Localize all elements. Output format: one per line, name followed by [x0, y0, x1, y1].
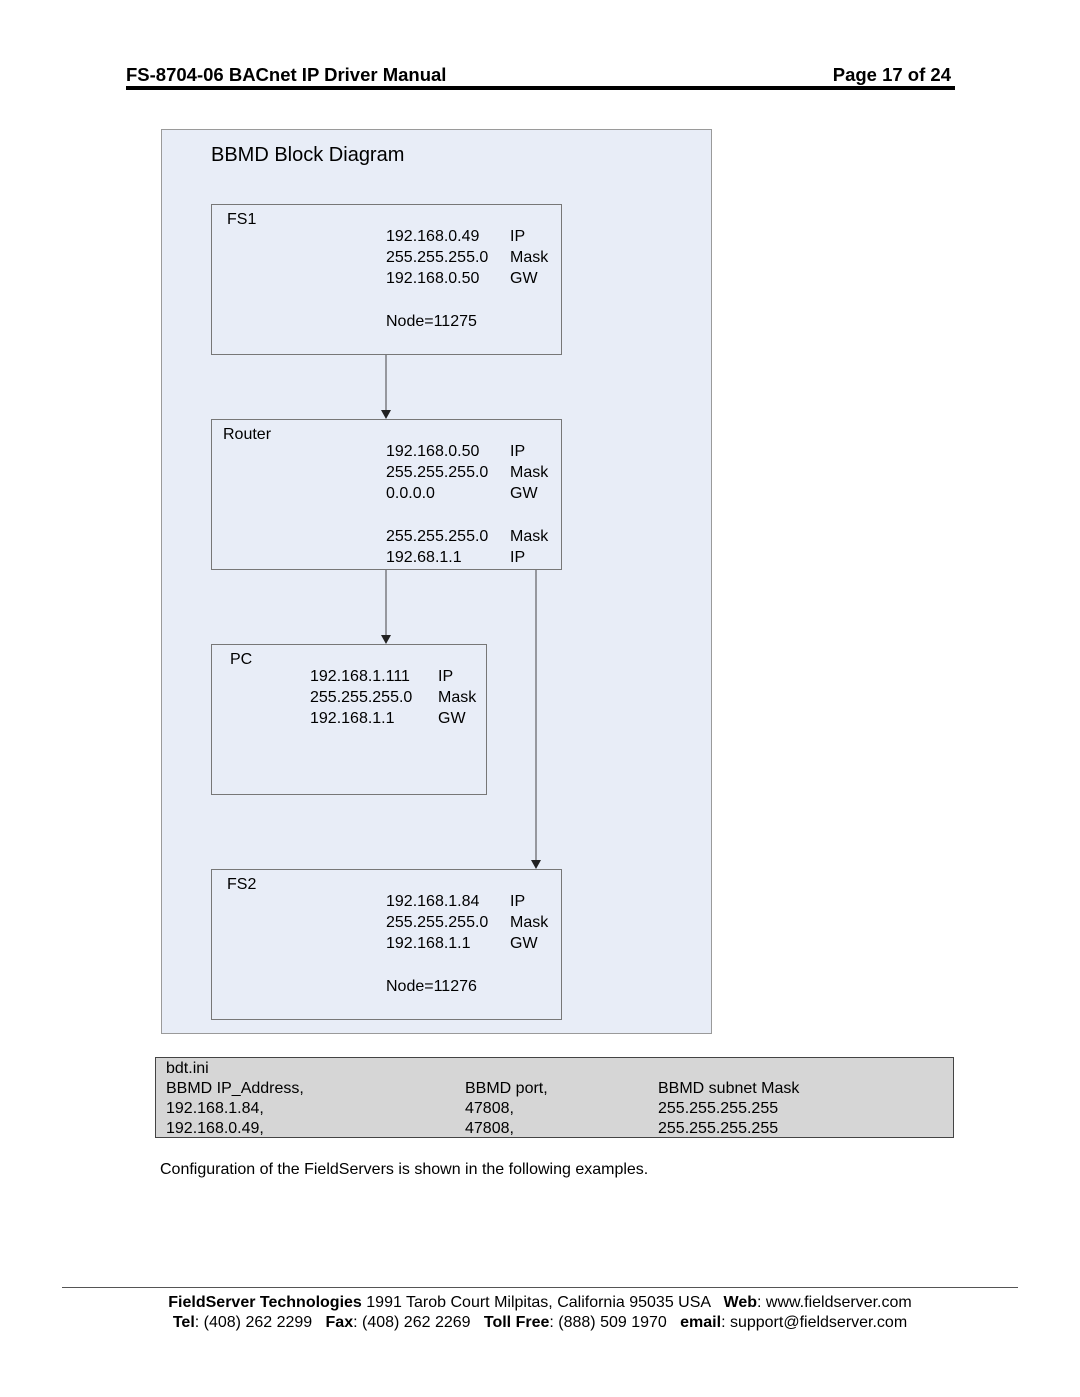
diagram-title: BBMD Block Diagram [211, 144, 405, 166]
router-value: 255.255.255.0 [386, 528, 489, 545]
footer-company: FieldServer Technologies [168, 1294, 362, 1311]
page-header [126, 64, 955, 90]
fs1-label: FS1 [227, 211, 257, 228]
fs2-label: FS2 [227, 876, 257, 893]
footer-line-1 [0, 1294, 1080, 1312]
footer-web-label: Web [723, 1294, 757, 1311]
footer-tollfree-label: Toll Free [483, 1314, 550, 1331]
bdt-cell: 192.168.1.84, [166, 1100, 264, 1117]
router-key: IP [510, 443, 526, 460]
fs2-value: 255.255.255.0 [386, 914, 489, 931]
bdt-cell: 255.255.255.255 [658, 1100, 779, 1117]
pc-value: 255.255.255.0 [310, 689, 413, 706]
footer-address: 1991 Tarob Court Milpitas, California 95035 USA [361, 1294, 724, 1311]
router-box [211, 419, 562, 570]
router-key: IP [510, 549, 526, 566]
router-value: 192.168.0.50 [386, 443, 480, 460]
footer-tollfree: : (888) 509 1970 [549, 1314, 681, 1331]
router-label: Router [223, 426, 272, 443]
pc-box [211, 644, 487, 795]
bdt-column-header: BBMD port, [465, 1080, 548, 1097]
footer-web[interactable]: : www.fieldserver.com [757, 1294, 912, 1311]
fs1-value: 192.168.0.50 [386, 270, 480, 287]
router-key: Mask [510, 464, 549, 481]
bdt-file-label: bdt.ini [166, 1060, 209, 1077]
footer-email-label: email [680, 1314, 722, 1331]
router-key: GW [510, 485, 538, 502]
bdt-column-header: BBMD IP_Address, [166, 1080, 304, 1097]
fs1-value: 192.168.0.49 [386, 228, 480, 245]
footer-fax: : (408) 262 2269 [353, 1314, 484, 1331]
footer-email[interactable]: : support@fieldserver.com [721, 1314, 908, 1331]
bdt-cell: 47808, [465, 1120, 514, 1137]
pc-value: 192.168.1.111 [310, 668, 410, 685]
fs2-key: IP [510, 893, 526, 910]
footer-tel: : (408) 262 2299 [194, 1314, 326, 1331]
router-value: 0.0.0.0 [386, 485, 435, 502]
footer-line-2 [0, 1314, 1080, 1332]
page-number: Page 17 of 24 [832, 64, 951, 85]
fs1-key: GW [510, 270, 538, 287]
fs1-box [211, 204, 562, 355]
router-value: 255.255.255.0 [386, 464, 489, 481]
fs1-key: Mask [510, 249, 549, 266]
fs2-box [211, 869, 562, 1020]
pc-value: 192.168.1.1 [310, 710, 395, 727]
pc-key: GW [438, 710, 466, 727]
document-title: FS-8704-06 BACnet IP Driver Manual [126, 64, 447, 85]
fs1-key: IP [510, 228, 526, 245]
configuration-caption: Configuration of the FieldServers is shown in the following examples. [160, 1161, 649, 1178]
bdt-ini-table [155, 1057, 954, 1138]
fs2-value: 192.168.1.1 [386, 935, 471, 952]
footer-tel-label: Tel [172, 1314, 195, 1331]
footer-fax-label: Fax [325, 1314, 354, 1331]
fs1-value: 255.255.255.0 [386, 249, 489, 266]
pc-key: IP [438, 668, 454, 685]
fs2-node-id: Node=11276 [386, 978, 477, 995]
bdt-column-header: BBMD subnet Mask [658, 1080, 800, 1097]
fs2-value: 192.168.1.84 [386, 893, 480, 910]
footer-divider [62, 1287, 1018, 1288]
bdt-cell: 255.255.255.255 [658, 1120, 779, 1137]
router-key: Mask [510, 528, 549, 545]
fs1-node-id: Node=11275 [386, 313, 477, 330]
bdt-cell: 47808, [465, 1100, 514, 1117]
router-value: 192.68.1.1 [386, 549, 462, 566]
pc-label: PC [230, 651, 253, 668]
bdt-cell: 192.168.0.49, [166, 1120, 264, 1137]
fs2-key: Mask [510, 914, 549, 931]
fs2-key: GW [510, 935, 538, 952]
pc-key: Mask [438, 689, 477, 706]
